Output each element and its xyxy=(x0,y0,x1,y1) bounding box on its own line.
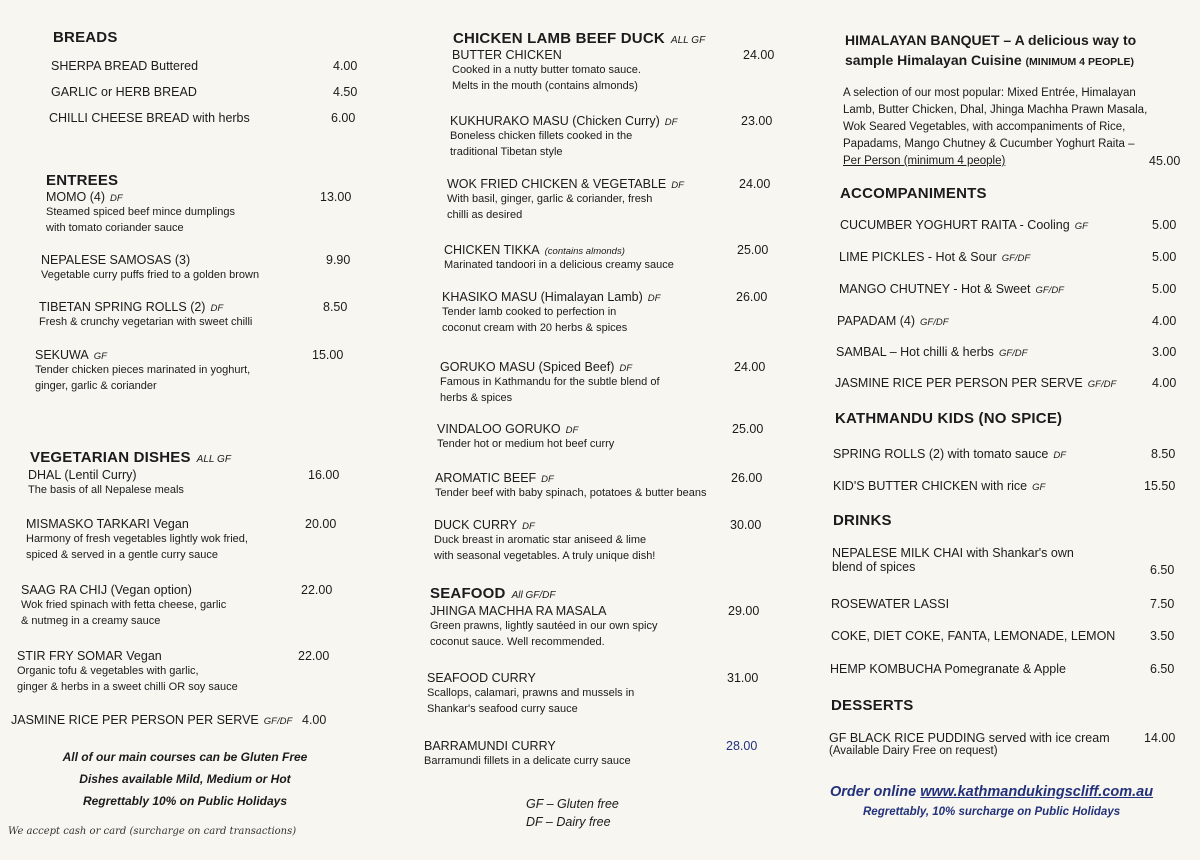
menu-item xyxy=(424,739,758,769)
menu-item xyxy=(835,376,1177,390)
item-name xyxy=(452,48,641,62)
item-name-text: BARRAMUNDI CURRY xyxy=(424,739,556,753)
item-price: 28.00 xyxy=(726,739,758,753)
item-price: 14.00 xyxy=(1144,731,1176,745)
item-description: With basil, ginger, garlic & coriander, fresh xyxy=(447,193,653,205)
dietary-tag: DF xyxy=(1053,450,1067,461)
item-name xyxy=(839,250,1030,264)
dietary-tag: GF/DF xyxy=(1035,285,1064,296)
menu-item xyxy=(837,314,1177,328)
item-name-text: SAMBAL – Hot chilli & herbs xyxy=(836,345,994,359)
menu-item xyxy=(17,649,330,695)
item-description: with seasonal vegetables. A truly unique dish! xyxy=(434,550,656,562)
item-name-text: TIBETAN SPRING ROLLS (2) xyxy=(39,300,206,314)
menu-item xyxy=(839,250,1177,264)
item-description: & nutmeg in a creamy sauce xyxy=(21,615,161,627)
dietary-tag: GF xyxy=(93,351,107,362)
menu-item xyxy=(26,517,337,563)
menu-item xyxy=(435,471,763,501)
item-name xyxy=(35,348,250,362)
note-line: Dishes available Mild, Medium or Hot xyxy=(79,772,291,786)
banquet-price: 45.00 xyxy=(1149,154,1181,168)
item-description: Wok fried spinach with fetta cheese, garlic xyxy=(21,599,227,611)
banquet-desc-line: Wok Seared Vegetables, with accompaniments of Rice, xyxy=(843,121,1126,133)
menu-item xyxy=(430,604,760,650)
menu-item xyxy=(833,479,1176,493)
banquet-heading xyxy=(845,30,1136,72)
item-description: Melts in the mouth (contains almonds) xyxy=(452,80,638,92)
seafood-heading xyxy=(430,585,555,602)
menu-item xyxy=(51,85,358,99)
item-price: 24.00 xyxy=(743,48,775,62)
item-name-text: MOMO (4) xyxy=(46,190,106,204)
dietary-tag: DF xyxy=(541,474,554,485)
item-description: ginger & herbs in a sweet chilli OR soy sauce xyxy=(17,681,238,693)
item-price: 5.00 xyxy=(1152,250,1177,264)
item-name-text: HEMP KOMBUCHA Pomegranate & Apple xyxy=(830,662,1066,676)
dietary-tag: GF/DF xyxy=(1001,253,1031,264)
item-description: coconut cream with 20 herbs & spices xyxy=(442,322,628,334)
dietary-tag: DF xyxy=(522,521,535,532)
item-name xyxy=(28,468,184,482)
item-description: Steamed spiced beef mince dumplings xyxy=(46,206,235,218)
item-name xyxy=(832,546,1074,560)
note-line: Regrettably 10% on Public Holidays xyxy=(82,794,288,808)
item-name-text: WOK FRIED CHICKEN & VEGETABLE xyxy=(447,177,667,191)
dietary-tag: DF xyxy=(647,293,661,304)
item-name xyxy=(434,518,655,532)
item-price: 29.00 xyxy=(728,604,760,618)
item-price: 4.00 xyxy=(1152,376,1177,390)
item-description: Organic tofu & vegetables with garlic, xyxy=(17,665,199,677)
legend-gf: GF – Gluten free xyxy=(526,797,619,811)
menu-item xyxy=(839,282,1177,296)
item-name-text: KHASIKO MASU (Himalayan Lamb) xyxy=(442,290,643,304)
menu-item xyxy=(447,177,771,223)
item-name xyxy=(41,253,259,267)
item-name-text: GORUKO MASU (Spiced Beef) xyxy=(440,360,615,374)
item-price: 24.00 xyxy=(734,360,766,374)
dietary-legend xyxy=(526,795,619,831)
desserts-heading: DESSERTS xyxy=(831,697,914,714)
legend-df: DF – Dairy free xyxy=(526,815,611,829)
menu-item xyxy=(836,345,1177,359)
banquet-desc-line: A selection of our most popular: Mixed Entrée, Himalayan xyxy=(843,87,1136,99)
note-line: All of our main courses can be Gluten Free xyxy=(62,750,308,764)
menu-item xyxy=(450,114,773,160)
item-price: 5.00 xyxy=(1152,282,1177,296)
item-description: Fresh & crunchy vegetarian with sweet chilli xyxy=(39,316,253,328)
seafood-title: SEAFOOD xyxy=(430,585,506,602)
seafood-note: All GF/DF xyxy=(511,590,556,601)
item-name xyxy=(833,447,1066,461)
item-price: 24.00 xyxy=(739,177,771,191)
item-name-text: DHAL (Lentil Curry) xyxy=(28,468,137,482)
menu-item xyxy=(21,583,333,629)
banquet-desc-line: Lamb, Butter Chicken, Dhal, Jhinga Machha Prawn Masala, xyxy=(843,104,1148,116)
item-description: ginger, garlic & coriander xyxy=(35,380,157,392)
item-description: Vegetable curry puffs fried to a golden brown xyxy=(41,269,260,281)
item-name-text: LIME PICKLES - Hot & Sour xyxy=(839,250,997,264)
item-name xyxy=(17,649,238,663)
item-name xyxy=(836,345,1027,359)
item-description: Barramundi fillets in a delicate curry sauce xyxy=(424,755,631,767)
item-price: 8.50 xyxy=(1151,447,1176,461)
item-name xyxy=(49,111,250,125)
drinks-heading: DRINKS xyxy=(833,512,892,529)
item-name-line2: blend of spices xyxy=(832,560,916,574)
item-price: 30.00 xyxy=(730,518,762,532)
order-online xyxy=(830,784,1153,800)
item-name-text: CHICKEN TIKKA xyxy=(444,243,540,257)
item-name-text: SEKUWA xyxy=(35,348,89,362)
item-description: Green prawns, lightly sautéed in our own spicy xyxy=(430,620,658,632)
menu-item xyxy=(444,243,769,273)
menu-item xyxy=(41,253,351,283)
item-name-text: SHERPA BREAD Buttered xyxy=(51,59,199,73)
website-link[interactable]: www.kathmandukingscliff.com.au xyxy=(920,784,1154,800)
vegetarian-heading xyxy=(30,449,231,466)
item-name-text: CHILLI CHEESE BREAD with herbs xyxy=(49,111,250,125)
item-name-text: MISMASKO TARKARI Vegan xyxy=(26,517,189,531)
item-price: 6.50 xyxy=(1150,563,1175,577)
item-description: Marinated tandoori in a delicious creamy sauce xyxy=(444,259,674,271)
item-price: 8.50 xyxy=(323,300,348,314)
item-description: Famous in Kathmandu for the subtle blend of xyxy=(440,376,660,388)
item-description: Tender lamb cooked to perfection in xyxy=(442,306,617,318)
item-description: Duck breast in aromatic star aniseed & lime xyxy=(434,534,647,546)
item-name-text: JASMINE RICE PER PERSON PER SERVE xyxy=(835,376,1083,390)
kids-heading: KATHMANDU KIDS (NO SPICE) xyxy=(835,410,1063,427)
item-name xyxy=(444,243,674,257)
item-name xyxy=(442,290,660,304)
menu-item xyxy=(832,546,1175,577)
item-price: 6.50 xyxy=(1150,662,1175,676)
item-price: 15.50 xyxy=(1144,479,1176,493)
menu-item xyxy=(452,48,775,94)
menu-item xyxy=(440,360,766,406)
item-name-text: KUKHURAKO MASU (Chicken Curry) xyxy=(450,114,660,128)
item-description: spiced & served in a gentle curry sauce xyxy=(26,549,218,561)
item-price: 9.90 xyxy=(326,253,351,267)
menu-item xyxy=(49,111,356,125)
item-description: Scallops, calamari, prawns and mussels in xyxy=(427,687,635,699)
menu-item xyxy=(39,300,348,330)
item-name xyxy=(427,671,634,685)
menu-item xyxy=(434,518,762,564)
item-name-text: PAPADAM (4) xyxy=(837,314,916,328)
item-name xyxy=(831,597,949,611)
dietary-tag: DF xyxy=(110,193,123,204)
item-name xyxy=(835,376,1116,390)
item-price: 22.00 xyxy=(298,649,330,663)
dietary-tag: GF xyxy=(1074,221,1088,232)
banquet-description xyxy=(843,85,1183,170)
public-holiday-surcharge: Regrettably, 10% surcharge on Public Holidays xyxy=(863,806,1121,818)
menu-item xyxy=(437,422,764,452)
item-name-text: GF BLACK RICE PUDDING served with ice cream xyxy=(829,731,1110,745)
item-name-text: GARLIC or HERB BREAD xyxy=(51,85,197,99)
item-name xyxy=(447,177,684,191)
menu-item xyxy=(51,59,358,73)
item-price: 22.00 xyxy=(301,583,333,597)
menu-item xyxy=(427,671,759,717)
dietary-tag: DF xyxy=(619,363,633,374)
item-description: Shankar's seafood curry sauce xyxy=(427,703,578,715)
main-course-notes xyxy=(30,746,340,812)
vegetarian-note: ALL GF xyxy=(196,454,231,465)
left-column xyxy=(0,0,400,860)
dietary-tag: DF xyxy=(664,117,678,128)
item-price: 3.00 xyxy=(1152,345,1177,359)
item-description: with tomato coriander sauce xyxy=(46,222,184,234)
dietary-tag: (contains almonds) xyxy=(544,246,625,257)
handwritten-payment-note: We accept cash or card (surcharge on card transactions) xyxy=(8,826,297,837)
menu-item xyxy=(35,348,344,394)
menu-item xyxy=(11,713,327,727)
item-name-text: JHINGA MACHHA RA MASALA xyxy=(430,604,607,618)
item-name-text: BUTTER CHICKEN xyxy=(452,48,562,62)
item-name-text: MANGO CHUTNEY - Hot & Sweet xyxy=(839,282,1031,296)
item-price: 20.00 xyxy=(305,517,337,531)
item-name-text: DUCK CURRY xyxy=(434,518,518,532)
item-name xyxy=(424,739,631,753)
menu-item xyxy=(831,597,1175,611)
item-price: 4.00 xyxy=(302,713,327,727)
right-column xyxy=(815,0,1200,860)
banquet-title-line2: sample Himalayan Cuisine xyxy=(845,52,1022,68)
dietary-tag: DF xyxy=(210,303,224,314)
item-name xyxy=(450,114,677,128)
item-price: 26.00 xyxy=(736,290,768,304)
meats-title: CHICKEN LAMB BEEF DUCK xyxy=(453,30,665,47)
item-name xyxy=(21,583,226,597)
item-price: 31.00 xyxy=(727,671,759,685)
item-name-text: STIR FRY SOMAR Vegan xyxy=(17,649,162,663)
item-name xyxy=(437,422,614,436)
item-name-text: JASMINE RICE PER PERSON PER SERVE xyxy=(11,713,259,727)
item-name xyxy=(440,360,660,374)
menu-item xyxy=(442,290,768,336)
item-price: 13.00 xyxy=(320,190,352,204)
item-name xyxy=(829,731,1110,745)
item-name xyxy=(830,662,1066,676)
meats-heading xyxy=(453,30,705,47)
item-price: 26.00 xyxy=(731,471,763,485)
item-price: 16.00 xyxy=(308,468,340,482)
item-name xyxy=(839,282,1064,296)
item-price: 25.00 xyxy=(732,422,764,436)
accompaniments-heading: ACCOMPANIMENTS xyxy=(840,185,987,202)
item-name xyxy=(46,190,235,204)
item-description: herbs & spices xyxy=(440,392,513,404)
vegetarian-title: VEGETARIAN DISHES xyxy=(30,449,191,466)
item-name xyxy=(430,604,657,618)
item-price: 4.00 xyxy=(1152,314,1177,328)
item-description: Tender chicken pieces marinated in yoghurt, xyxy=(35,364,251,376)
item-price: 4.00 xyxy=(333,59,358,73)
item-name xyxy=(831,629,1115,643)
dietary-tag: GF/DF xyxy=(1087,379,1117,390)
item-name xyxy=(39,300,252,314)
item-name-text: VINDALOO GORUKO xyxy=(437,422,561,436)
dietary-tag: GF/DF xyxy=(920,317,949,328)
menu-item xyxy=(840,218,1177,232)
dietary-tag: GF xyxy=(1032,482,1046,493)
menu-item xyxy=(829,731,1176,757)
item-name-text: COKE, DIET COKE, FANTA, LEMONADE, LEMON xyxy=(831,629,1116,643)
item-price: 25.00 xyxy=(737,243,769,257)
item-name-text: CUCUMBER YOGHURT RAITA - Cooling xyxy=(840,218,1070,232)
menu-item xyxy=(46,190,352,236)
item-description: Tender beef with baby spinach, potatoes & butter beans xyxy=(435,487,707,499)
item-name xyxy=(51,85,197,99)
breads-heading: BREADS xyxy=(53,29,118,46)
menu-item xyxy=(830,662,1175,676)
item-name-line2: (Available Dairy Free on request) xyxy=(829,745,998,757)
menu-item xyxy=(833,447,1176,461)
banquet-title-line1: HIMALAYAN BANQUET – A delicious way to xyxy=(845,32,1137,48)
item-price: 23.00 xyxy=(741,114,773,128)
item-name-text: SEAFOOD CURRY xyxy=(427,671,536,685)
item-name-text: NEPALESE MILK CHAI with Shankar's own xyxy=(832,546,1074,560)
item-price: 7.50 xyxy=(1150,597,1175,611)
menu-item xyxy=(28,468,340,498)
item-description: coconut sauce. Well recommended. xyxy=(430,636,605,648)
item-price: 3.50 xyxy=(1150,629,1175,643)
item-price: 5.00 xyxy=(1152,218,1177,232)
item-name-text: SAAG RA CHIJ (Vegan option) xyxy=(21,583,192,597)
item-description: Tender hot or medium hot beef curry xyxy=(437,438,615,450)
item-description: The basis of all Nepalese meals xyxy=(28,484,184,496)
banquet-title-note: (MINIMUM 4 PEOPLE) xyxy=(1025,56,1135,68)
banquet-per-person: Per Person (minimum 4 people) xyxy=(843,155,1006,167)
dietary-tag: DF xyxy=(565,425,579,436)
item-name xyxy=(840,218,1088,232)
item-price: 15.00 xyxy=(312,348,344,362)
item-name xyxy=(26,517,248,531)
item-name xyxy=(833,479,1045,493)
dietary-tag: DF xyxy=(671,180,684,191)
item-description: Cooked in a nutty butter tomato sauce. xyxy=(452,64,641,76)
item-name-text: KID'S BUTTER CHICKEN with rice xyxy=(833,479,1028,493)
item-name-text: SPRING ROLLS (2) with tomato sauce xyxy=(833,447,1049,461)
item-name xyxy=(11,713,292,727)
dietary-tag: GF/DF xyxy=(998,348,1028,359)
item-description: traditional Tibetan style xyxy=(450,146,563,158)
item-description: Harmony of fresh vegetables lightly wok fried, xyxy=(26,533,248,545)
item-name xyxy=(435,471,707,485)
item-name-text: ROSEWATER LASSI xyxy=(831,597,950,611)
order-online-label: Order online xyxy=(830,784,917,800)
item-price: 6.00 xyxy=(331,111,356,125)
item-description: chilli as desired xyxy=(447,209,523,221)
entrees-heading: ENTREES xyxy=(46,172,119,189)
meats-note: ALL GF xyxy=(670,35,706,46)
dietary-tag: GF/DF xyxy=(263,716,293,727)
menu-item xyxy=(831,629,1175,643)
banquet-desc-line: Papadams, Mango Chutney & Cucumber Yoghurt Raita – xyxy=(843,138,1135,150)
item-name-text: AROMATIC BEEF xyxy=(435,471,537,485)
item-name xyxy=(51,59,198,73)
item-price: 4.50 xyxy=(333,85,358,99)
item-name-text: NEPALESE SAMOSAS (3) xyxy=(41,253,191,267)
middle-column xyxy=(410,0,805,860)
item-name xyxy=(837,314,949,328)
item-description: Boneless chicken fillets cooked in the xyxy=(450,130,633,142)
